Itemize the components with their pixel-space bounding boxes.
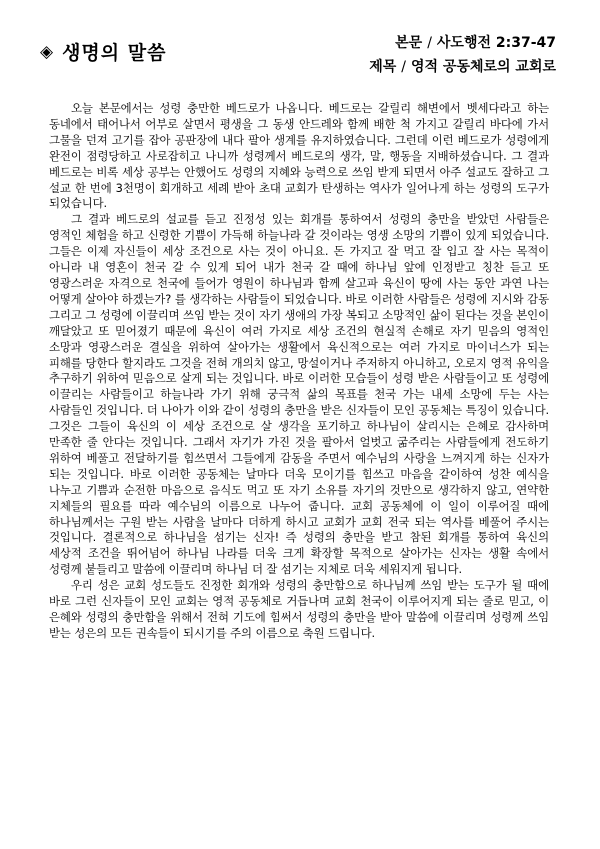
diamond-bullet-icon: ◈ [40,41,55,62]
body-paragraph: 우리 성은 교회 성도들도 진정한 회개와 성령의 충만함으로 하나님께 쓰임 받는 도구가 될 때에 바로 그런 신자들이 모인 교회는 영적 공동체로 거듭나며 교회 천국이 이루어지게 되는 줄로 믿고, 이 은혜와 성령의 충만함을 위해서 전혀 기도에 힘써서 성령의 충만을 받아 말씀에 이끌리며 성령께 쓰임 받는 성은의 모든 권속들이 되시기를 주의 이름으로 축원 드립니다. [49,578,549,640]
subject-text: 영적 공동체로의 교회로 [411,59,556,75]
subject-row [369,55,556,79]
page-header [0,0,600,90]
sermon-body [49,101,549,642]
section-title [40,38,166,65]
subject-label: 제목 [369,59,397,75]
scripture-reference: 사도행전 2:37-47 [436,35,556,51]
section-title-text: 생명의 말씀 [62,42,167,64]
body-paragraph: 오늘 본문에서는 성령 충만한 베드로가 나옵니다. 베드로는 갈릴리 해변에서 벳세다라고 하는 동네에서 태어나서 어부로 살면서 평생을 그 동생 안드레와 함께 배한 척 가지고 갈릴리 바다에 가서 그물을 던져 고기를 잡아 공판장에 내다 팔아 생계를 유지하였습니다. 그런데 이런 베드로가 성령에게 완전이 점령당하고 사로잡히고 나니까 성령께서 베드로의 생각, 말, 행동을 지배하셨습니다. 그 결과 베드로는 비록 세상 공부는 안했어도 성령의 지혜와 능력으로 쓰임 받게 되면서 아주 설교도 잘하고 그 설교 한 번에 3천명이 회개하고 세례 받아 초대 교회가 탄생하는 역사가 일어나게 하는 성령의 도구가 되었습니다. [49,101,549,211]
scripture-reference-block [369,31,556,79]
separator-slash: / [427,35,432,51]
scripture-label: 본문 [395,35,423,51]
separator-slash: / [401,59,406,75]
body-paragraph: 그 결과 베드로의 설교를 듣고 진정성 있는 회개를 통하여서 성령의 충만을 받았던 사람들은 영적인 체험을 하고 신령한 기쁨이 가득해 하늘나라 갈 것이라는 영생 소망의 기쁨이 있게 되었습니다. 그들은 이제 자신들이 세상 조건으로 사는 것이 아니요. 돈 가지고 잘 먹고 잘 입고 잘 사는 목적이 아니라 내 영혼이 천국 갈 수 있게 되어 내가 천국 갈 때에 하나님 앞에 인정받고 칭찬 듣고 또 영광스러운 자격으로 천국에 들어가 영원이 하나님과 함께 살고파 육신이 땅에 사는 동안 과연 나는 어떻게 살아야 하겠는가? 를 생각하는 사람들이 되었습니다. 바로 이러한 사람들은 성령에 지시와 감동 그리고 그 성령에 이끌리며 쓰임 받는 것이 자기 생애의 가장 복되고 소망적인 삶이 된다는 것을 본인이 깨달았고 또 믿어졌기 때문에 육신이 여러 가지로 세상 조건의 현실적 손해로 자기 믿음의 영적인 소망과 영광스러운 결실을 위하여 살아가는 생활에서 육신적으로는 여러 가지로 마이너스가 되는 피해를 당한다 할지라도 그것을 전혀 개의치 않고, 망설이거나 주저하지 아니하고, 오로지 영적 유익을 추구하기 위하여 믿음으로 살게 되는 것입니다. 바로 이러한 모습들이 성령 받은 사람들이고 또 성령에 이끌리는 사람들이고 하늘나라 가기 위해 궁극적 삶의 목표를 천국 가는 내세 소망에 두는 사는 사람들인 것입니다. 더 나아가 이와 같이 성령의 충만을 받은 신자들이 모인 공동체는 특징이 있습니다. 그것은 그들이 육신의 이 세상 조건으로 살 생각을 포기하고 하나님이 살리시는 은혜로 감사하며 만족한 줄 안다는 것입니다. 그래서 자기가 가진 것을 팔아서 얼벗고 굶주리는 사람들에게 전도하기 위하여 베풀고 전달하기를 힘쓰면서 그들에게 감동을 주면서 예수님의 사랑을 느껴지게 하는 신자가 되는 것입니다. 바로 이러한 공동체는 날마다 더욱 모이기를 힘쓰고 마음을 같이하여 성찬 예식을 나누고 기쁨과 순전한 마음으로 음식도 먹고 또 자기 소유를 자기의 것만으로 생각하지 않고, 연약한 지체들의 필요를 따라 예수님의 이름으로 나누어 줍니다. 교회 공동체에 이 일이 이루어질 때에 하나님께서는 구원 받는 사람을 날마다 더하게 하시고 교회가 교회 전국 되는 역사를 베풀어 주시는 것입니다. 결론적으로 하나님을 섬기는 신자! 즉 성령의 충만을 받고 참된 회개를 통하여 육신의 세상적 조건을 뛰어넘어 하나님 나라를 더욱 크게 확장할 목적으로 살아가는 신자는 생활 속에서 성령께 붙들리고 말씀에 이끌리며 하나님 더 잘 섬기는 지체로 더욱 세워지게 됩니다. [49,212,549,577]
scripture-row [369,31,556,55]
